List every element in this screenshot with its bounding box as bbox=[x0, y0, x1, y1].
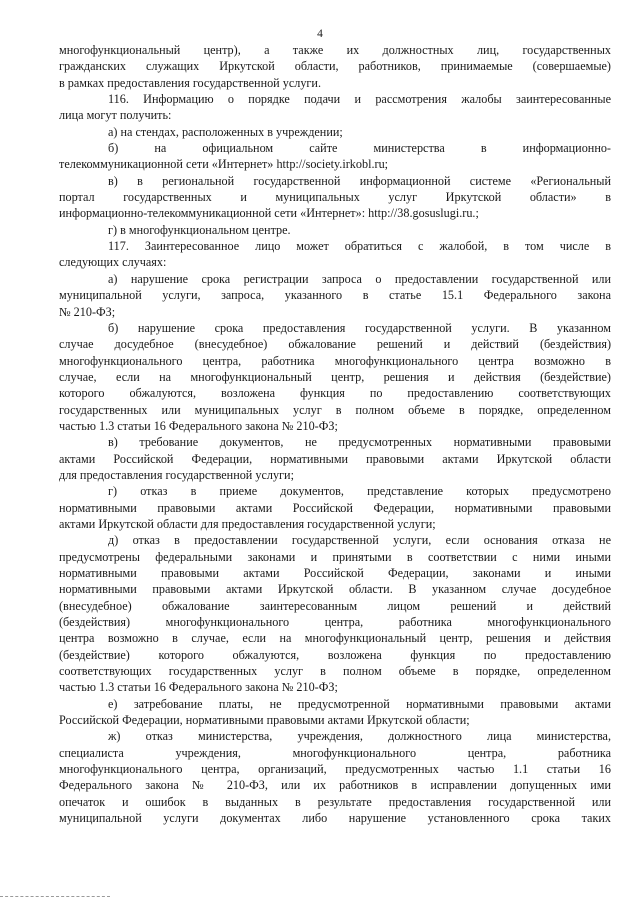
text-line: муниципальной услуги документах либо нарушение установленного срока таких bbox=[59, 811, 611, 826]
text-line: телекоммуникационной сети «Интернет» http://society.irkobl.ru; bbox=[59, 157, 389, 172]
text-line: е) затребование платы, не предусмотренной нормативными правовыми актами bbox=[108, 696, 611, 711]
text-line: следующих случаях: bbox=[59, 255, 167, 270]
text-line: б) нарушение срока предоставления государственной услуги. В указанном bbox=[108, 320, 611, 335]
text-line: частью 1.3 статьи 16 Федерального закона № 210-ФЗ; bbox=[59, 418, 338, 433]
text-line: частью 1.3 статьи 16 Федерального закона № 210-ФЗ; bbox=[59, 680, 338, 695]
text-line: нормативными правовыми актами Российской Федерации, законами и иными bbox=[59, 566, 611, 580]
text-line: в) в региональной государственной информационной системе «Региональный bbox=[108, 173, 611, 188]
text-line: Федерального закона № 210-ФЗ, или их работников в исправлении допущенных ими bbox=[59, 778, 611, 793]
text-line: в рамках предоставления государственной услуги. bbox=[59, 75, 321, 90]
text-line: актами Российской Федерации, нормативными правовыми актами Иркутской области bbox=[59, 451, 611, 466]
text-line: опечаток и ошибок в выданных в результате предоставления государственной или bbox=[59, 794, 611, 809]
text-line: г) в многофункциональном центре. bbox=[108, 222, 291, 237]
text-line: а) нарушение срока регистрации запроса о предоставлении государственной или bbox=[108, 271, 611, 286]
text-line: государственных или муниципальных услуг в полном объеме в порядке, определенном bbox=[59, 402, 611, 417]
document-body bbox=[59, 42, 611, 827]
text-line: многофункционального центра, организаций, предусмотренных частью 1.1 статьи 16 bbox=[59, 762, 611, 777]
text-line: 116. Информацию о порядке подачи и рассмотрения жалобы заинтересованные bbox=[108, 92, 611, 107]
text-line: нормативными правовыми актами Российской Федерации, нормативными правовыми bbox=[59, 500, 611, 515]
text-line: Российской Федерации, нормативными правовыми актами Иркутской области; bbox=[59, 713, 470, 728]
text-line: информационно-телекоммуникационной сети «Интернет»: http://38.gosuslugi.ru.; bbox=[59, 206, 479, 221]
text-line: случае, если на многофункциональный центр, решения и действия (бездействие) bbox=[59, 369, 611, 384]
page-number: 4 bbox=[317, 28, 323, 40]
text-line: ж) отказ министерства, учреждения, должностного лица министерства, bbox=[108, 729, 611, 744]
text-line: б) на официальном сайте министерства в информационно- bbox=[108, 141, 611, 156]
text-line: лица могут получить: bbox=[59, 108, 172, 123]
text-line: многофункциональный центр), а также их должностных лиц, государственных bbox=[59, 43, 611, 57]
text-line: актами Иркутской области для предоставления государственной услуги; bbox=[59, 516, 436, 531]
text-line: № 210-ФЗ; bbox=[59, 304, 116, 319]
text-line: нормативными правовыми актами Иркутской области. В указанном случае досудебное bbox=[59, 582, 611, 597]
text-line: многофункционального центра, работника многофункционального центра возможно в bbox=[59, 353, 611, 368]
text-line: гражданских служащих Иркутской области, работников, принимаемые (совершаемые) bbox=[59, 59, 611, 74]
text-line: соответствующих государственных услуг в полном объеме в порядке, определенном bbox=[59, 664, 611, 679]
text-line: которого обжалуются, возложена функция по предоставлению соответствующих bbox=[59, 386, 611, 401]
text-line: д) отказ в предоставлении государственной услуги, если основания отказа не bbox=[108, 533, 611, 548]
text-line: случае досудебное (внесудебное) обжалование решений и действий (бездействия) bbox=[59, 337, 611, 352]
text-line: (бездействия) многофункционального центра, работника многофункционального bbox=[59, 615, 611, 630]
text-line: центра возможно в случае, если на многофункциональный центр, решения и действия bbox=[59, 631, 611, 646]
text-line: для предоставления государственной услуги; bbox=[59, 467, 294, 482]
text-line: портал государственных и муниципальных услуг Иркутской области» в bbox=[59, 190, 611, 205]
footer-rule bbox=[0, 896, 110, 897]
text-line: г) отказ в приеме документов, представление которых предусмотрено bbox=[108, 484, 611, 499]
text-line: муниципальной услуги, запроса, указанного в статье 15.1 Федерального закона bbox=[59, 288, 611, 303]
text-line: специалиста учреждения, многофункционального центра, работника bbox=[59, 745, 611, 760]
text-line: (внесудебное) обжалование заинтересованным лицом решений и действий bbox=[59, 598, 611, 613]
text-line: предусмотрены федеральными законами и принятыми в соответствии с ними иными bbox=[59, 549, 611, 564]
text-line: в) требование документов, не предусмотренных нормативными правовыми bbox=[108, 435, 611, 450]
text-line: (бездействие) которого обжалуются, возложена функция по предоставлению bbox=[59, 647, 611, 662]
text-line: 117. Заинтересованное лицо может обратиться с жалобой, в том числе в bbox=[108, 239, 611, 254]
text-line: а) на стендах, расположенных в учреждении; bbox=[108, 124, 343, 139]
